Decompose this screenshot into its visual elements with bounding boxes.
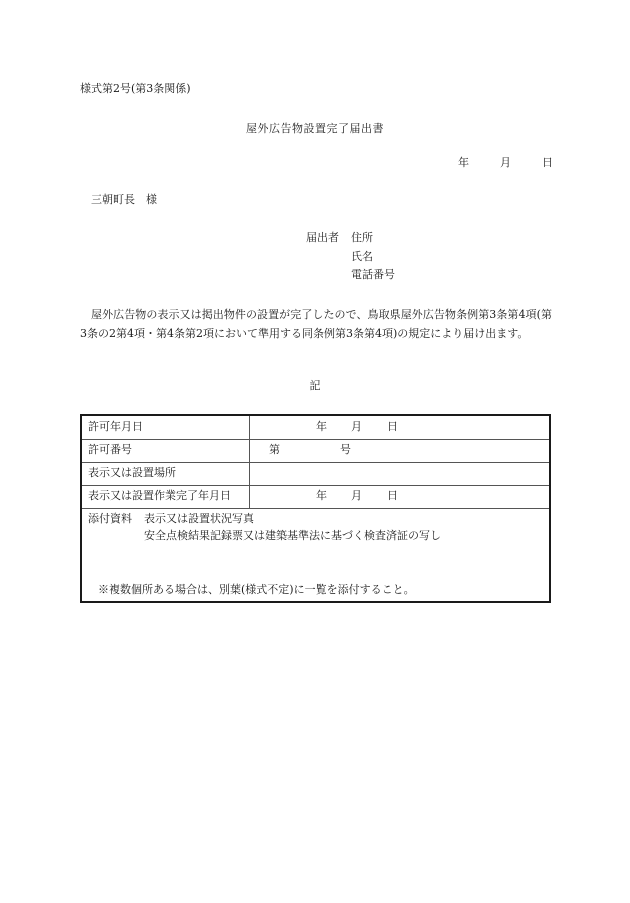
attachment-item-inspection: 安全点検結果記録票又は建築基準法に基づく検査済証の写し <box>144 529 441 542</box>
row-completion-date <box>82 485 549 509</box>
completion-date-label: 表示又は設置作業完了年月日 <box>88 489 231 502</box>
permit-number-label: 許可番号 <box>88 443 132 456</box>
permit-number-suffix: 号 <box>340 443 351 456</box>
permit-date-label: 許可年月日 <box>88 420 143 433</box>
permit-date-year: 年 <box>316 420 327 433</box>
recipient: 三朝町長 様 <box>91 193 157 206</box>
date-month: 月 <box>500 156 511 169</box>
permit-date-day: 日 <box>387 420 398 433</box>
notifier-name-label: 氏名 <box>351 250 373 263</box>
attachments-section <box>82 508 549 601</box>
attachments-note: ※複数個所ある場合は、別葉(様式不定)に一覧を添付すること。 <box>98 583 415 596</box>
row-location <box>82 462 549 486</box>
row-permit-number <box>82 439 549 463</box>
detail-table <box>80 414 551 603</box>
completion-date-day: 日 <box>387 489 398 502</box>
location-value <box>249 462 549 485</box>
notifier-address-label: 住所 <box>351 231 373 244</box>
notifier-label: 届出者 <box>306 231 339 244</box>
permit-date-month: 月 <box>351 420 362 433</box>
completion-date-value <box>249 485 549 508</box>
completion-date-month: 月 <box>351 489 362 502</box>
submission-date <box>458 155 553 171</box>
completion-date-year: 年 <box>316 489 327 502</box>
permit-number-prefix: 第 <box>269 443 280 456</box>
ki-heading: 記 <box>309 379 321 392</box>
attachments-label: 添付資料 <box>88 512 132 525</box>
notifier-phone-label: 電話番号 <box>351 268 395 281</box>
row-permit-date <box>82 416 549 440</box>
date-year: 年 <box>458 156 469 169</box>
attachment-item-photo: 表示又は設置状況写真 <box>144 512 254 525</box>
form-number: 様式第2号(第3条関係) <box>80 82 191 95</box>
document-title: 屋外広告物設置完了届出書 <box>246 122 384 135</box>
permit-date-value <box>249 416 549 439</box>
body-text: 屋外広告物の表示又は掲出物件の設置が完了したので、鳥取県屋外広告物条例第3条第4項(第3条の2第4項・第4条第2項において準用する同条例第3条第4項)の規定により届け出ます。 <box>80 308 552 340</box>
permit-number-value <box>249 439 549 462</box>
date-day: 日 <box>542 156 553 169</box>
location-label: 表示又は設置場所 <box>88 466 176 479</box>
